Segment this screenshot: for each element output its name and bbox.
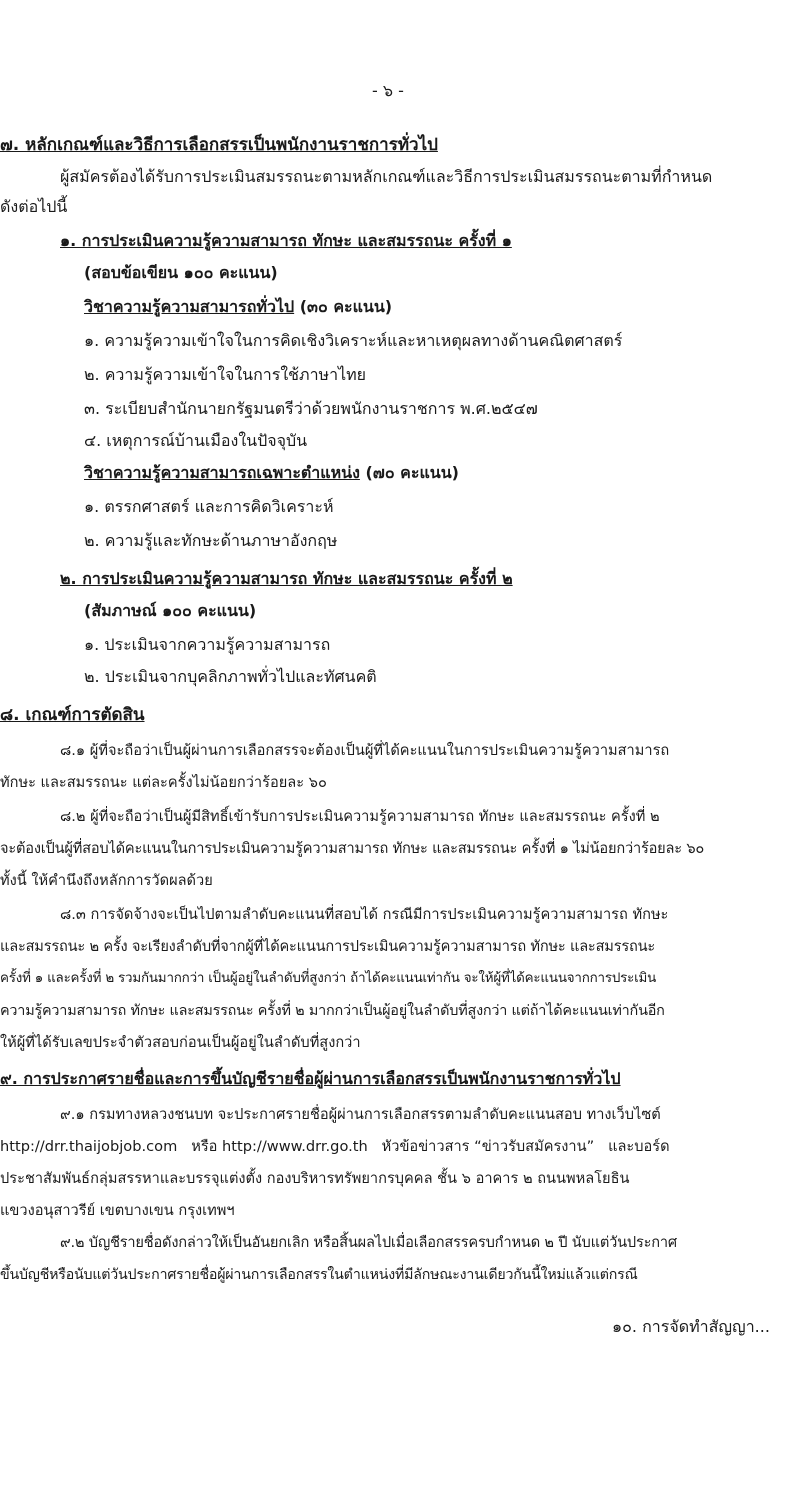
section-9-line: แขวงอนุสาวรีย์ เขตบางเขน กรุงเทพฯ	[0, 1202, 235, 1219]
section-8-heading: ๘. เกณฑ์การตัดสิน	[0, 705, 145, 725]
section-8-line: ความรู้ความสามารถ ทักษะ และสมรรถนะ ครั้งที่ ๒ มากกว่าเป็นผู้อยู่ในลำดับที่สูงกว่า แต่ถ้าได้คะแนนเท่ากันอีก	[0, 1003, 665, 1019]
section-8-line: จะต้องเป็นผู้ที่สอบได้คะแนนในการประเมินความรู้ความสามารถ ทักษะ และสมรรถนะ ครั้งที่ ๑ ไม่น้อยกว่าร้อยละ ๖๐	[0, 840, 705, 857]
section-8-line: ทั้งนี้ ให้คำนึงถึงหลักการวัดผลด้วย	[0, 872, 213, 889]
part-2-note: (สัมภาษณ์ ๑๐๐ คะแนน)	[84, 601, 257, 620]
section-9-line: ๙.๑ กรมทางหลวงชนบท จะประกาศรายชื่อผู้ผ่านการเลือกสรรตามลำดับคะแนนสอบ ทางเว็บไซต์	[60, 1106, 661, 1123]
section-9-line: ขึ้นบัญชีหรือนับแต่วันประกาศรายชื่อผู้ผ่านการเลือกสรรในตำแหน่งที่มีลักษณะงานเดียวกันนี้ใหม่แล้วแต่กรณี	[0, 1267, 638, 1283]
section-7-intro: ผู้สมัครต้องได้รับการประเมินสมรรถนะตามหลักเกณฑ์และวิธีการประเมินสมรรถนะตามที่กำหนด	[60, 167, 713, 186]
general-item-4: ๔. เหตุการณ์บ้านเมืองในปัจจุบัน	[84, 431, 308, 450]
general-subject-title: วิชาความรู้ความสามารถทั่วไป	[84, 297, 295, 316]
section-9-line: ๙.๒ บัญชีรายชื่อดังกล่าวให้เป็นอันยกเลิก หรือสิ้นผลไปเมื่อเลือกสรรครบกำหนด ๒ ปี นับแต่วันประกาศ	[60, 1234, 677, 1251]
section-8-line: ให้ผู้ที่ได้รับเลขประจำตัวสอบก่อนเป็นผู้อยู่ในลำดับที่สูงกว่า	[0, 1034, 361, 1051]
specific-subject-score: (๗๐ คะแนน)	[365, 463, 459, 482]
specific-subject-heading	[84, 462, 459, 484]
section-8-line: ครั้งที่ ๑ และครั้งที่ ๒ รวมกันมากกว่า เป็นผู้อยู่ในลำดับที่สูงกว่า ถ้าได้คะแนนเท่ากัน จะให้ผู้ที่ได้คะแนนจากการประเมิน	[0, 971, 657, 986]
section-7-intro-cont: ดังต่อไปนี้	[0, 197, 68, 216]
section-7-heading: ๗. หลักเกณฑ์และวิธีการเลือกสรรเป็นพนักงานราชการทั่วไป	[0, 135, 438, 155]
specific-item-2: ๒. ความรู้และทักษะด้านภาษาอังกฤษ	[84, 531, 338, 550]
general-subject-heading	[84, 296, 392, 318]
part-1-note: (สอบข้อเขียน ๑๐๐ คะแนน)	[84, 263, 278, 282]
general-item-2: ๒. ความรู้ความเข้าใจในการใช้ภาษาไทย	[84, 365, 367, 384]
section-8-line: ๘.๑ ผู้ที่จะถือว่าเป็นผู้ผ่านการเลือกสรรจะต้องเป็นผู้ที่ได้คะแนนในการประเมินความรู้ความสามารถ	[60, 742, 670, 759]
specific-item-1: ๑. ตรรกศาสตร์ และการคิดวิเคราะห์	[84, 497, 334, 516]
part-1-heading: ๑. การประเมินความรู้ความสามารถ ทักษะ และสมรรถนะ ครั้งที่ ๑	[60, 231, 512, 250]
section-8-line: ๘.๓ การจัดจ้างจะเป็นไปตามลำดับคะแนนที่สอบได้ กรณีมีการประเมินความรู้ความสามารถ ทักษะ	[60, 906, 669, 923]
part-2-heading: ๒. การประเมินความรู้ความสามารถ ทักษะ และสมรรถนะ ครั้งที่ ๒	[60, 569, 513, 588]
section-8-line: และสมรรถนะ ๒ ครั้ง จะเรียงลำดับที่จากผู้ที่ได้คะแนนการประเมินความรู้ความสามารถ ทักษะ และสมรรถนะ	[0, 938, 656, 955]
part-2-item-1: ๑. ประเมินจากความรู้ความสามารถ	[84, 635, 331, 654]
section-8-line: ทักษะ และสมรรถนะ แต่ละครั้งไม่น้อยกว่าร้อยละ ๖๐	[0, 774, 327, 791]
general-subject-score: (๓๐ คะแนน)	[299, 297, 393, 316]
section-8-line: ๘.๒ ผู้ที่จะถือว่าเป็นผู้มีสิทธิ์เข้ารับการประเมินความรู้ความสามารถ ทักษะ และสมรรถนะ ครั้งที่ ๒	[60, 808, 660, 825]
section-9-line: ประชาสัมพันธ์กลุ่มสรรหาและบรรจุแต่งตั้ง กองบริหารทรัพยากรบุคคล ชั้น ๖ อาคาร ๒ ถนนพหลโยธิน	[0, 1170, 630, 1187]
section-9-line: http://drr.thaijobjob.com หรือ http://www.drr.go.th หัวข้อข่าวสาร “ข่าวรับสมัครงาน” และบอร์ด	[0, 1138, 670, 1155]
specific-subject-title: วิชาความรู้ความสามารถเฉพาะตำแหน่ง	[84, 463, 360, 482]
general-item-3: ๓. ระเบียบสำนักนายกรัฐมนตรีว่าด้วยพนักงานราชการ พ.ศ.๒๕๔๗	[84, 399, 538, 418]
part-2-item-2: ๒. ประเมินจากบุคลิกภาพทั่วไปและทัศนคติ	[84, 667, 377, 686]
section-9-heading: ๙. การประกาศรายชื่อและการขึ้นบัญชีรายชื่อผู้ผ่านการเลือกสรรเป็นพนักงานราชการทั่วไป	[0, 1069, 621, 1088]
page-number: - ๖ -	[372, 81, 404, 100]
continuation-footer: ๑๐. การจัดทำสัญญา...	[612, 1317, 770, 1336]
general-item-1: ๑. ความรู้ความเข้าใจในการคิดเชิงวิเคราะห์และหาเหตุผลทางด้านคณิตศาสตร์	[84, 331, 623, 350]
